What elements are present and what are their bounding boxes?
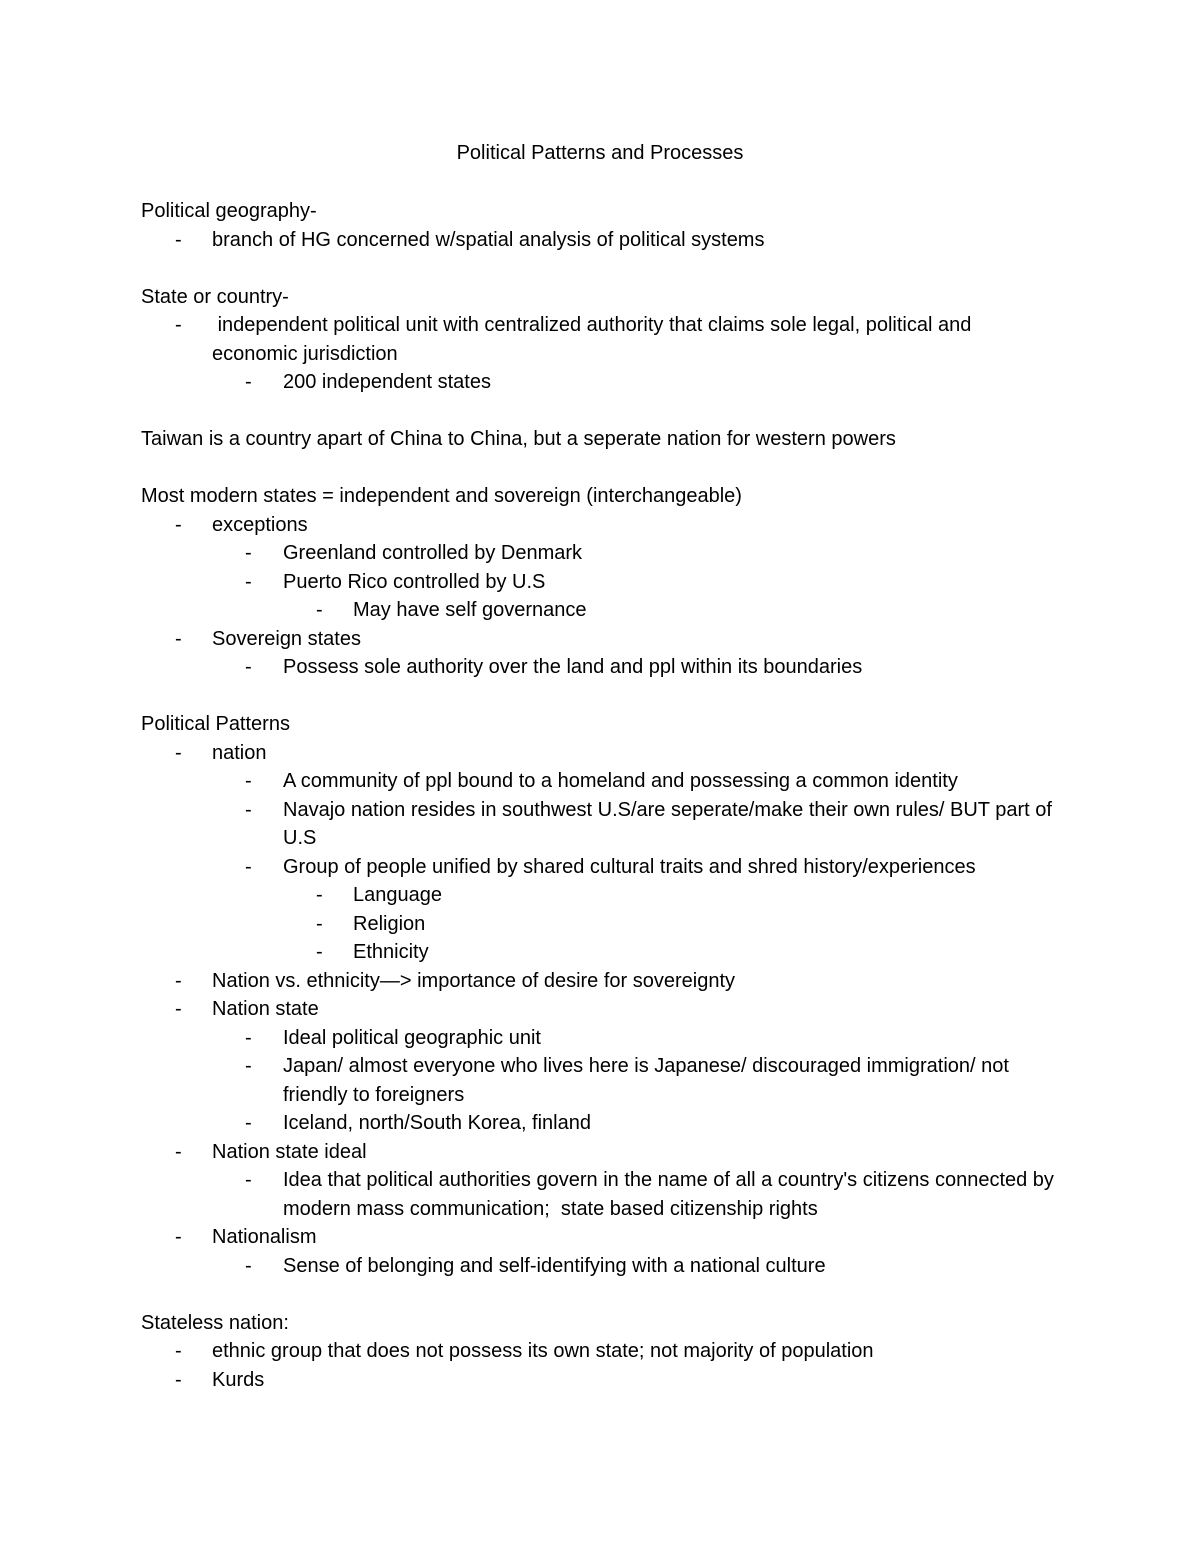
bullet-dash: - xyxy=(245,855,252,878)
list-item-text: 200 independent states xyxy=(283,371,491,393)
bullet-dash: - xyxy=(175,1368,182,1391)
bullet-dash: - xyxy=(245,770,252,792)
list-item-text: Religion xyxy=(353,912,426,935)
list-item xyxy=(141,568,1061,597)
list-item xyxy=(141,967,1061,996)
bullet-dash: - xyxy=(245,1169,252,1191)
document-section xyxy=(141,482,1061,682)
list-item-text: Greenland controlled by Denmark xyxy=(283,542,583,564)
bullet-dash: - xyxy=(316,941,323,963)
bullet-list xyxy=(141,739,1061,1281)
document-title: Political Patterns and Processes xyxy=(456,142,744,164)
bullet-dash: - xyxy=(245,542,252,564)
list-item-text: Puerto Rico controlled by U.S xyxy=(283,570,546,593)
bullet-dash: - xyxy=(175,1340,182,1362)
bullet-dash: - xyxy=(245,1254,252,1277)
list-item xyxy=(141,226,1061,255)
list-item xyxy=(141,653,1061,682)
list-item xyxy=(141,1252,1061,1281)
list-item-text: Nation state xyxy=(212,998,319,1020)
list-item-text: Navajo nation resides in southwest U.S/are seperate/make their own rules/ BUT part of U.S xyxy=(283,798,1058,849)
list-item-text: Kurds xyxy=(212,1368,265,1391)
list-item xyxy=(141,938,1061,967)
list-item xyxy=(141,511,1061,540)
section-heading: State or country- xyxy=(141,285,289,308)
list-item xyxy=(141,853,1061,882)
document-section xyxy=(141,1309,1061,1395)
list-item-text: A community of ppl bound to a homeland and possessing a common identity xyxy=(283,770,958,792)
bullet-dash: - xyxy=(245,656,252,678)
list-item-text: Nationalism xyxy=(212,1226,317,1248)
bullet-dash: - xyxy=(175,627,182,650)
list-item xyxy=(141,995,1061,1024)
list-item-text: May have self governance xyxy=(353,599,587,621)
document-section xyxy=(141,197,1061,254)
bullet-list xyxy=(141,1337,1061,1394)
list-item-text: ethnic group that does not possess its own state; not majority of population xyxy=(212,1340,874,1362)
list-item xyxy=(141,1024,1061,1053)
list-item xyxy=(141,881,1061,910)
list-item xyxy=(141,1223,1061,1252)
bullet-list xyxy=(141,311,1061,397)
bullet-dash: - xyxy=(245,371,252,393)
bullet-dash: - xyxy=(316,884,323,906)
bullet-dash: - xyxy=(175,741,182,764)
list-item xyxy=(141,311,1061,368)
document-section xyxy=(141,425,1061,454)
list-item-text: Sense of belonging and self-identifying with a national culture xyxy=(283,1254,826,1277)
bullet-dash: - xyxy=(316,599,323,621)
section-heading: Political geography- xyxy=(141,200,317,222)
bullet-dash: - xyxy=(175,228,182,251)
list-item-text: Sovereign states xyxy=(212,627,361,650)
list-item xyxy=(141,1109,1061,1138)
list-item-text: nation xyxy=(212,741,267,764)
list-item xyxy=(141,1166,1061,1223)
section-heading: Stateless nation: xyxy=(141,1311,289,1334)
section-heading: Taiwan is a country apart of China to China, but a seperate nation for western powers xyxy=(141,428,896,450)
list-item xyxy=(141,1366,1061,1395)
section-heading: Most modern states = independent and sovereign (interchangeable) xyxy=(141,485,742,507)
bullet-dash: - xyxy=(175,1140,182,1163)
bullet-dash: - xyxy=(175,314,182,336)
list-item-text: Possess sole authority over the land and ppl within its boundaries xyxy=(283,656,863,678)
list-item-text: Nation state ideal xyxy=(212,1140,367,1163)
list-item-text: Iceland, north/South Korea, finland xyxy=(283,1112,591,1134)
list-item xyxy=(141,368,1061,397)
bullet-dash: - xyxy=(245,798,252,821)
bullet-dash: - xyxy=(175,998,182,1020)
list-item xyxy=(141,739,1061,768)
list-item xyxy=(141,625,1061,654)
list-item xyxy=(141,1337,1061,1366)
list-item-text: Ethnicity xyxy=(353,941,429,963)
list-item xyxy=(141,767,1061,796)
bullet-dash: - xyxy=(245,1026,252,1049)
bullet-list xyxy=(141,226,1061,255)
bullet-dash: - xyxy=(316,912,323,935)
bullet-dash: - xyxy=(245,1112,252,1134)
list-item xyxy=(141,539,1061,568)
bullet-list xyxy=(141,511,1061,682)
bullet-dash: - xyxy=(175,1226,182,1248)
section-heading: Political Patterns xyxy=(141,713,290,735)
list-item-text: Group of people unified by shared cultural traits and shred history/experiences xyxy=(283,855,976,878)
bullet-dash: - xyxy=(245,1055,252,1077)
list-item xyxy=(141,1138,1061,1167)
list-item xyxy=(141,1052,1061,1109)
document-section xyxy=(141,710,1061,1280)
bullet-dash: - xyxy=(175,513,182,536)
list-item-text: independent political unit with centralized authority that claims sole legal, political and economic jurisdiction xyxy=(212,314,977,365)
document-body xyxy=(141,197,1061,1394)
list-item-text: exceptions xyxy=(212,513,308,536)
list-item-text: Idea that political authorities govern in the name of all a country's citizens connected by modern mass communication; state based citizenship rights xyxy=(283,1169,1060,1220)
list-item xyxy=(141,910,1061,939)
list-item-text: Nation vs. ethnicity—> importance of desire for sovereignty xyxy=(212,969,736,992)
list-item-text: Language xyxy=(353,884,442,906)
document-section xyxy=(141,283,1061,397)
list-item xyxy=(141,796,1061,853)
bullet-dash: - xyxy=(175,969,182,992)
list-item-text: branch of HG concerned w/spatial analysis of political systems xyxy=(212,228,765,251)
bullet-dash: - xyxy=(245,570,252,593)
list-item-text: Ideal political geographic unit xyxy=(283,1026,541,1049)
list-item-text: Japan/ almost everyone who lives here is Japanese/ discouraged immigration/ not friendly to foreigners xyxy=(283,1055,1015,1106)
list-item xyxy=(141,596,1061,625)
